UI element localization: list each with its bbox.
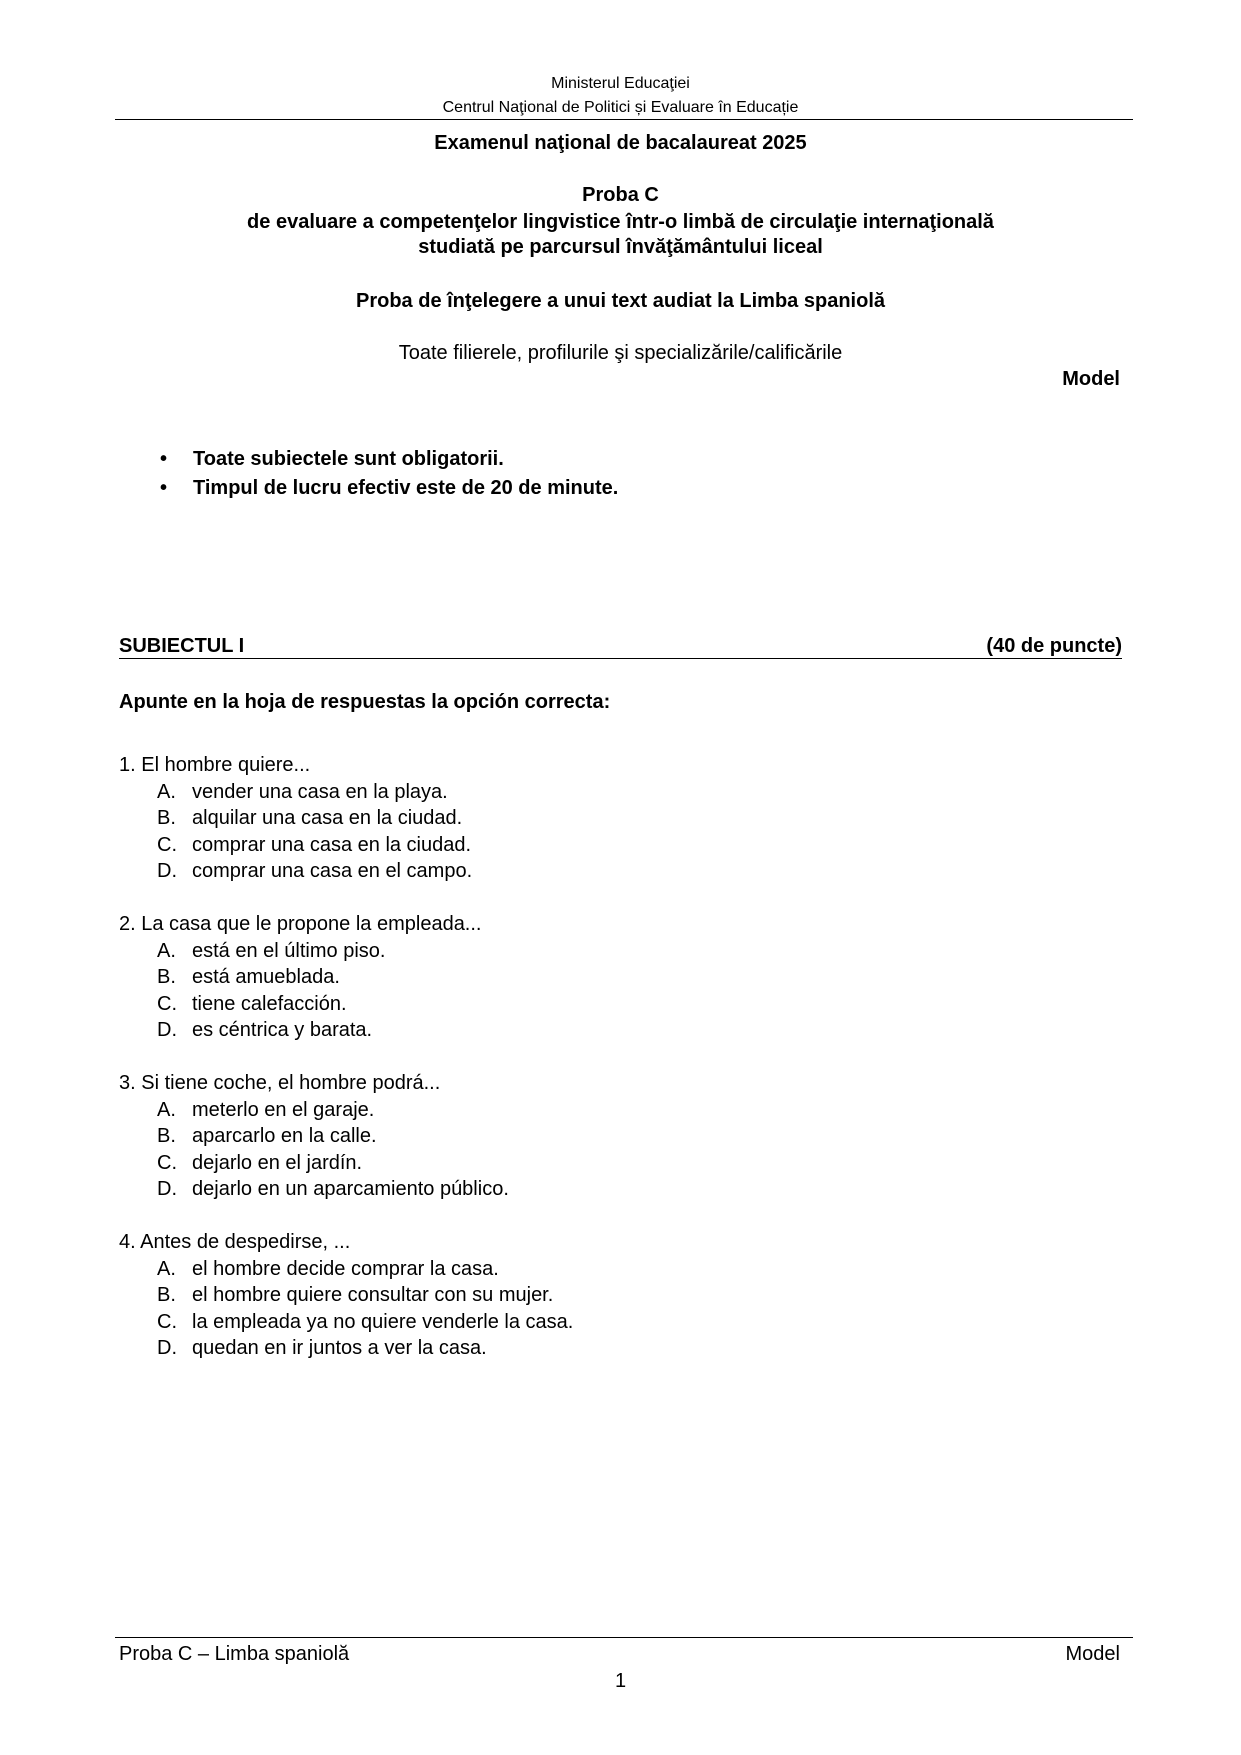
footer-model: Model	[1065, 1643, 1120, 1665]
question-stem: 2. La casa que le propone la empleada...	[119, 913, 482, 935]
answer-option: C. tiene calefacción.	[157, 992, 347, 1015]
question-4	[119, 1229, 573, 1362]
rule-item: • Timpul de lucru efectiv este de 20 de minute.	[160, 474, 618, 503]
answer-option: B. está amueblada.	[157, 966, 340, 988]
answer-option: B. aparcarlo en la calle.	[157, 1125, 377, 1147]
subject-label: SUBIECTUL I	[119, 635, 245, 657]
filiere-text: Toate filierele, profilurile şi specializările/calificările	[398, 342, 843, 364]
question-stem: 3. Si tiene coche, el hombre podrá...	[119, 1072, 441, 1094]
subject-header	[119, 634, 1122, 659]
answer-option: D. dejarlo en un aparcamiento público.	[157, 1178, 509, 1200]
answer-option: B. alquilar una casa en la ciudad.	[157, 807, 463, 829]
answer-option: D. es céntrica y barata.	[157, 1019, 373, 1041]
answer-option: A. el hombre decide comprar la casa.	[157, 1257, 499, 1280]
answer-option: A. vender una casa en la playa.	[157, 780, 448, 803]
answer-option: C. la empleada ya no quiere venderle la casa.	[157, 1310, 574, 1333]
rule-item: • Toate subiectele sunt obligatorii.	[160, 445, 618, 474]
question-stem: 4. Antes de despedirse, ...	[119, 1231, 351, 1253]
header-divider	[115, 119, 1133, 120]
answer-option: A. está en el último piso.	[157, 939, 386, 962]
question-3	[119, 1070, 509, 1203]
proba-description-2: studiată pe parcursul învăţământului liceal	[418, 236, 823, 258]
footer-subject: Proba C – Limba spaniolă	[119, 1643, 350, 1665]
rules-list	[160, 445, 618, 503]
answer-option: C. comprar una casa en la ciudad.	[157, 833, 472, 856]
proba-subtitle: Proba de înţelegere a unui text audiat la Limba spaniolă	[355, 290, 885, 312]
question-stem: 1. El hombre quiere...	[119, 754, 311, 776]
model-label: Model	[1062, 368, 1120, 390]
proba-description-1: de evaluare a competenţelor lingvistice într-o limbă de circulaţie internaţională	[247, 211, 994, 233]
exam-title: Examenul naţional de bacalaureat 2025	[434, 132, 807, 154]
answer-option: A. meterlo en el garaje.	[157, 1098, 375, 1121]
subject-instruction: Apunte en la hoja de respuestas la opción correcta:	[119, 691, 611, 713]
footer-divider	[115, 1637, 1133, 1638]
proba-label: Proba C	[582, 184, 659, 206]
answer-option: D. comprar una casa en el campo.	[157, 860, 473, 882]
answer-option: C. dejarlo en el jardín.	[157, 1151, 363, 1174]
subject-points: (40 de puncte)	[986, 635, 1122, 657]
ministry-name: Ministerul Educaţiei	[551, 75, 690, 92]
answer-option: B. el hombre quiere consultar con su mujer.	[157, 1284, 554, 1306]
question-2	[119, 911, 481, 1044]
question-1	[119, 752, 472, 885]
center-name: Centrul Naţional de Politici și Evaluare în Educație	[442, 99, 799, 116]
answer-option: D. quedan en ir juntos a ver la casa.	[157, 1337, 487, 1359]
page-number: 1	[614, 1670, 627, 1692]
